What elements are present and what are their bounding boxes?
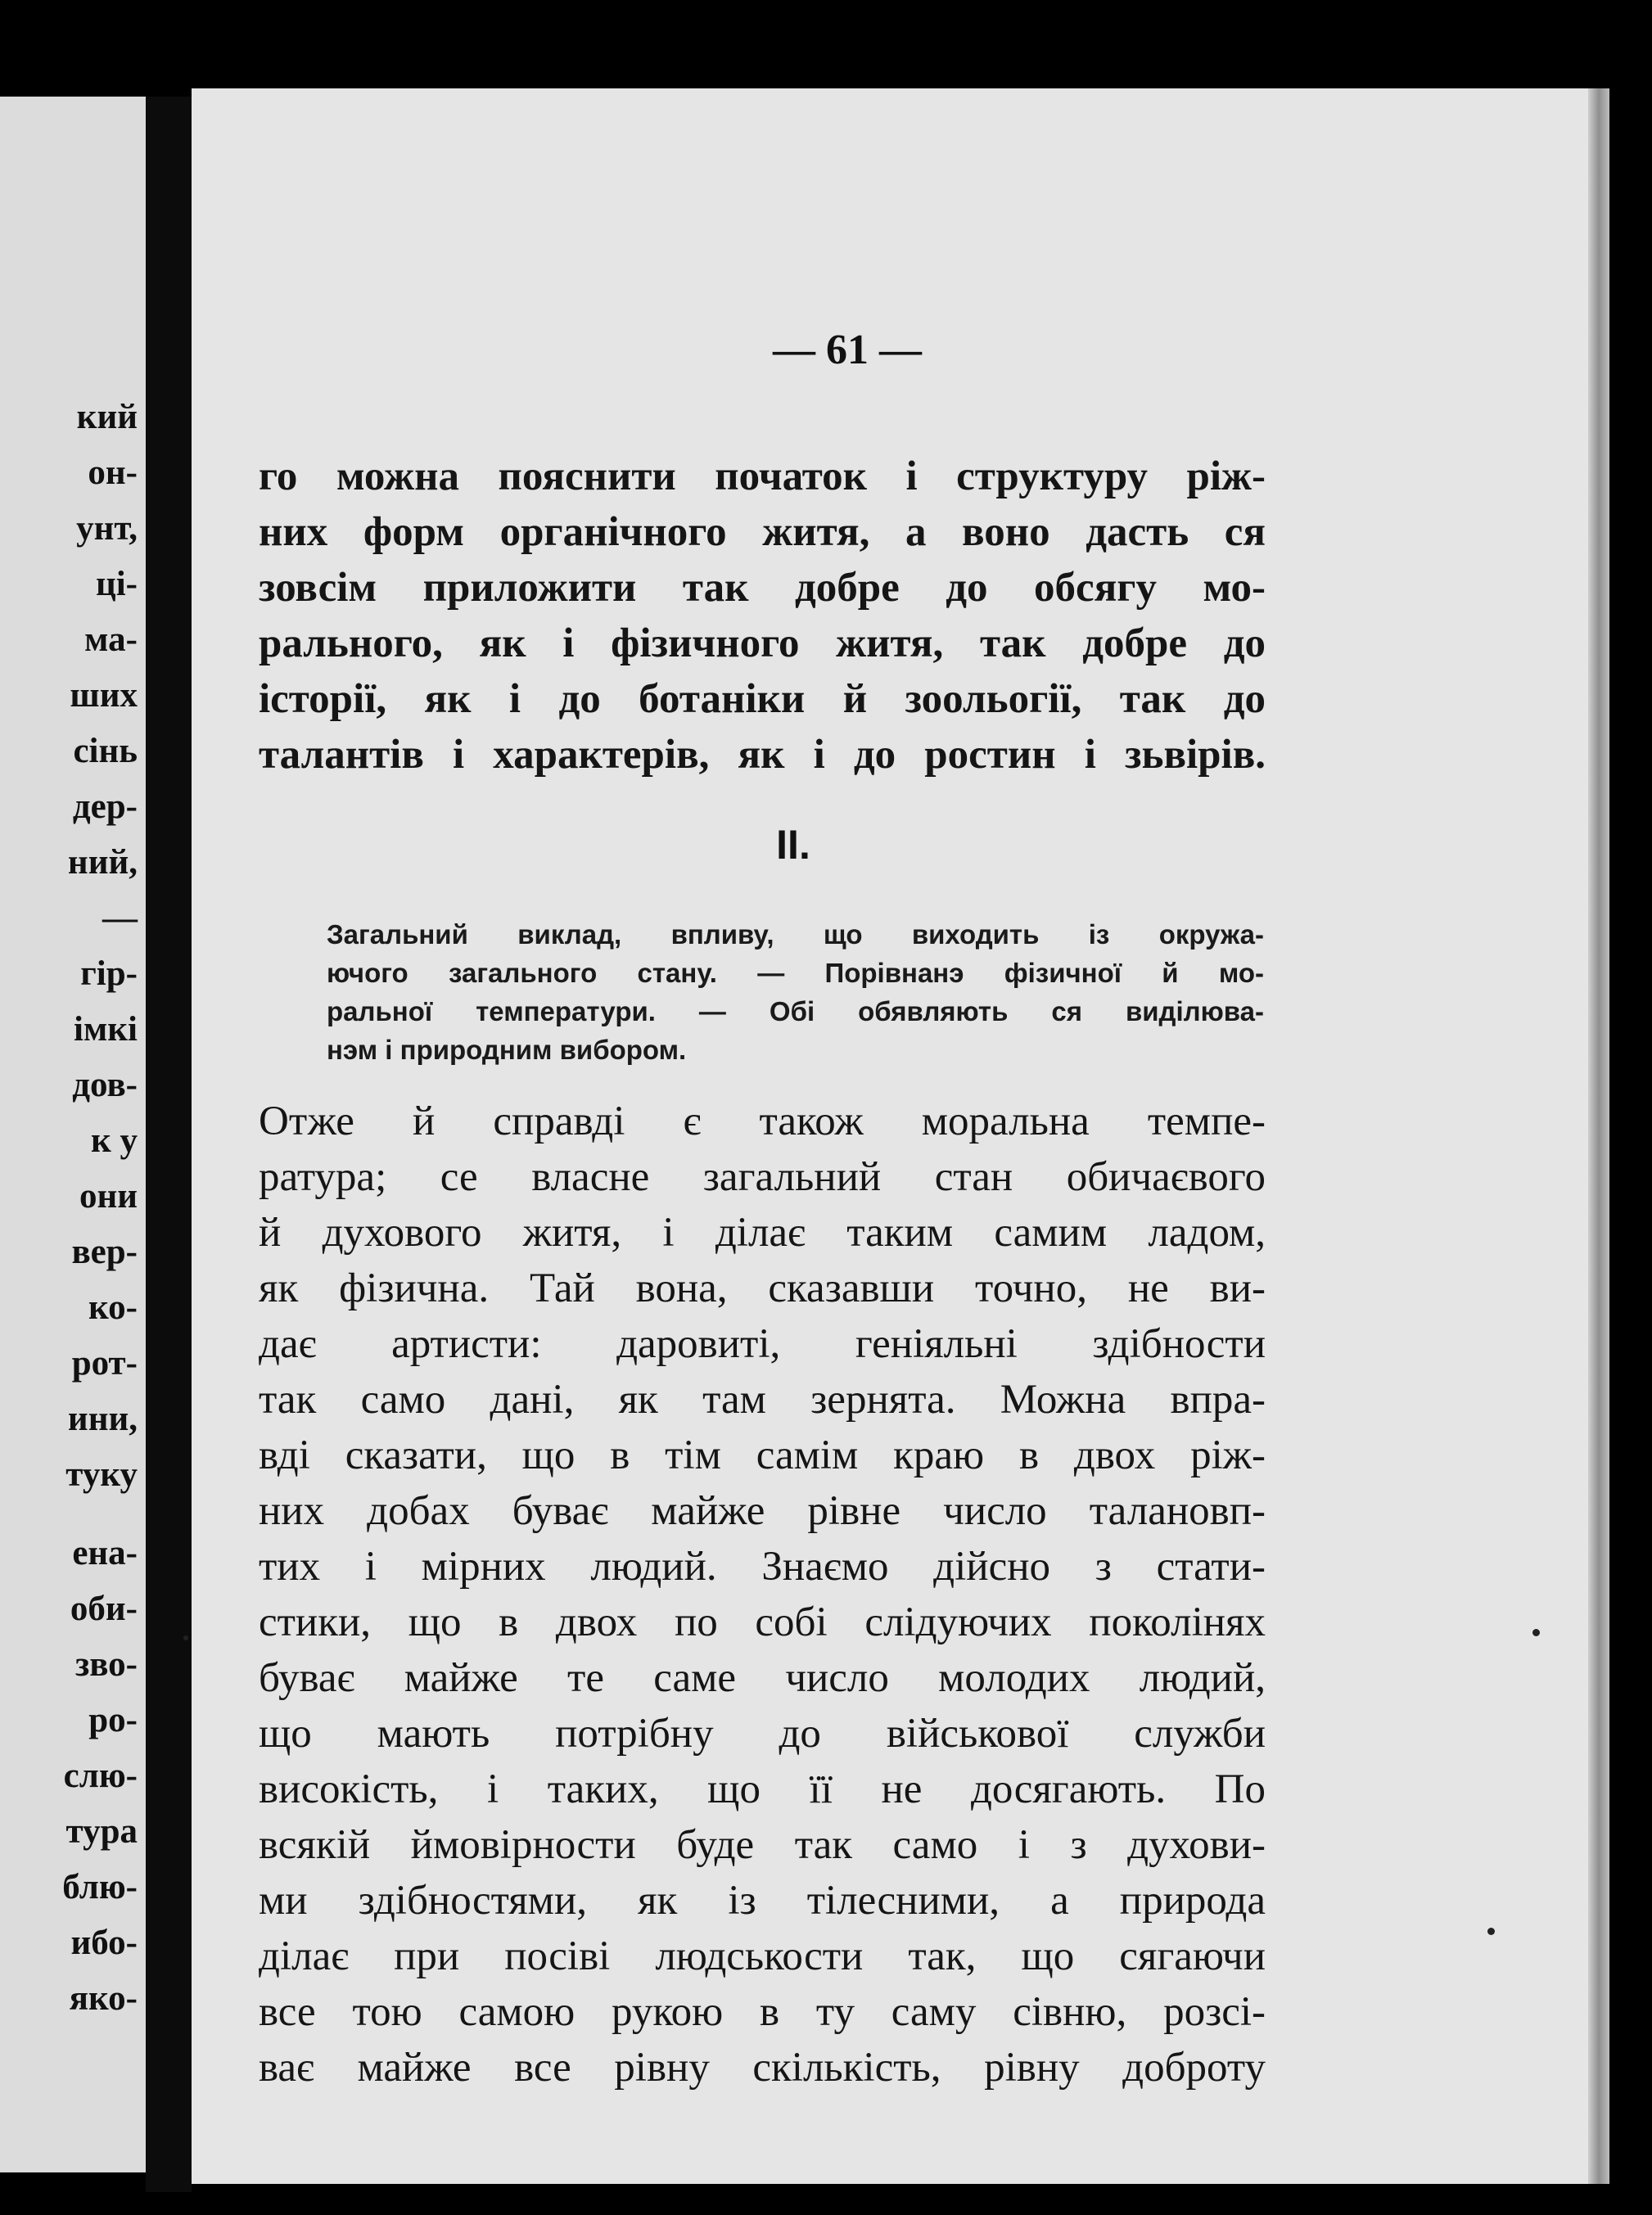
left-page-line: яко- bbox=[69, 1979, 138, 2018]
text-line: них форм органічного житя, а воно дасть ся bbox=[259, 509, 1266, 555]
text-line: дає артисти: даровиті, геніяльні здібности bbox=[259, 1321, 1266, 1367]
left-page-line: ини, bbox=[67, 1400, 138, 1438]
left-page-line: к у bbox=[90, 1121, 138, 1160]
page-edge bbox=[1588, 88, 1609, 2184]
left-page-line: туку bbox=[65, 1455, 138, 1494]
left-page-line: — bbox=[102, 899, 138, 937]
text-line: всякій ймовірности буде так само і з духови- bbox=[259, 1822, 1266, 1868]
text-line: тих і мірних людий. Знаємо дійсно з стати- bbox=[259, 1544, 1266, 1590]
left-page-line: кий bbox=[76, 398, 138, 436]
text-line: ратура; се власне загальний стан обичаєвого bbox=[259, 1154, 1266, 1200]
text-line: ми здібностями, як із тілесними, а природа bbox=[259, 1878, 1266, 1924]
summary-line: ючого загального стану. — Порівнанэ фізичної й мо- bbox=[327, 958, 1264, 988]
left-page-line: оби- bbox=[70, 1590, 138, 1628]
left-page-line: тура bbox=[65, 1812, 138, 1851]
text-line: історії, як і до ботаніки й зоольогії, так до bbox=[259, 676, 1266, 722]
speck bbox=[1532, 1629, 1540, 1636]
text-line: зовсім приложити так добре до обсягу мо- bbox=[259, 565, 1266, 611]
text-line: все тою самою рукою в ту саму сівню, розсі- bbox=[259, 1989, 1266, 2035]
summary-line: Загальний виклад, впливу, що виходить із окружа- bbox=[327, 919, 1264, 950]
text-line: що мають потрібну до військової служби bbox=[259, 1711, 1266, 1757]
text-line: високість, і таких, що її не досягають. По bbox=[259, 1766, 1266, 1812]
left-page-line: ро- bbox=[88, 1701, 138, 1739]
left-page-line: блю- bbox=[62, 1868, 138, 1906]
speck bbox=[1487, 1928, 1495, 1935]
left-page-line: вер- bbox=[71, 1233, 138, 1271]
text-line: стики, що в двох по собі слідуючих поколінях bbox=[259, 1599, 1266, 1645]
left-page-line: слю- bbox=[63, 1757, 138, 1795]
page-number: — 61 — bbox=[773, 327, 922, 373]
left-page-line: сінь bbox=[73, 732, 138, 770]
text-line: й духового житя, і ділає таким самим ладом, bbox=[259, 1210, 1266, 1256]
left-page-line: ших bbox=[70, 676, 138, 715]
text-line: ділає при посіві людськости так, що сягаючи bbox=[259, 1933, 1266, 1979]
left-page-line: рот- bbox=[71, 1344, 138, 1383]
left-page-line: ена- bbox=[72, 1534, 138, 1572]
left-page-line: дов- bbox=[72, 1066, 138, 1104]
text-line: так само дані, як там зернята. Можна впра- bbox=[259, 1377, 1266, 1423]
text-line: Отже й справді є також моральна темпе- bbox=[259, 1098, 1266, 1144]
text-line: вді сказати, що в тім самім краю в двох ріж- bbox=[259, 1432, 1266, 1478]
text-line: них добах буває майже рівне число талановп- bbox=[259, 1488, 1266, 1534]
left-page-line: он- bbox=[88, 453, 138, 492]
text-line: талантів і характерів, як і до ростин і зьвірів. bbox=[259, 732, 1266, 778]
text-line: го можна пояснити початок і структуру ріж- bbox=[259, 453, 1266, 499]
left-page-line: ко- bbox=[88, 1288, 138, 1327]
left-page-line: дер- bbox=[72, 787, 138, 826]
section-heading: II. bbox=[776, 822, 810, 868]
left-page-line: зво- bbox=[74, 1645, 138, 1684]
text-line: буває майже те саме число молодих людий, bbox=[259, 1655, 1266, 1701]
body-paragraph bbox=[259, 1094, 1266, 2095]
left-facing-page bbox=[0, 97, 146, 2172]
text-line: як фізична. Тай вона, сказавши точно, не ви- bbox=[259, 1265, 1266, 1311]
left-page-line: ибо- bbox=[70, 1924, 138, 1962]
left-page-line: гір- bbox=[80, 954, 138, 993]
left-page-line: імкі bbox=[74, 1010, 138, 1049]
intro-paragraph bbox=[259, 449, 1266, 783]
left-page-line: ці- bbox=[95, 565, 138, 603]
text-line: рального, як і фізичного житя, так добре до bbox=[259, 620, 1266, 666]
book-gutter bbox=[146, 97, 192, 2192]
summary-line: нэм і природним вибором. bbox=[327, 1035, 687, 1065]
text-line: ває майже все рівну скількість, рівну доброту bbox=[259, 2045, 1266, 2091]
left-page-line: ма- bbox=[84, 620, 138, 659]
book-page bbox=[192, 88, 1601, 2184]
left-page-line: унт, bbox=[76, 509, 138, 548]
summary-line: ральної температури. — Обі обявляють ся виділюва- bbox=[327, 996, 1264, 1026]
speck bbox=[183, 1635, 188, 1640]
chapter-summary bbox=[327, 915, 1264, 1069]
left-page-line: они bbox=[79, 1177, 138, 1216]
left-page-line: ний, bbox=[67, 843, 138, 882]
